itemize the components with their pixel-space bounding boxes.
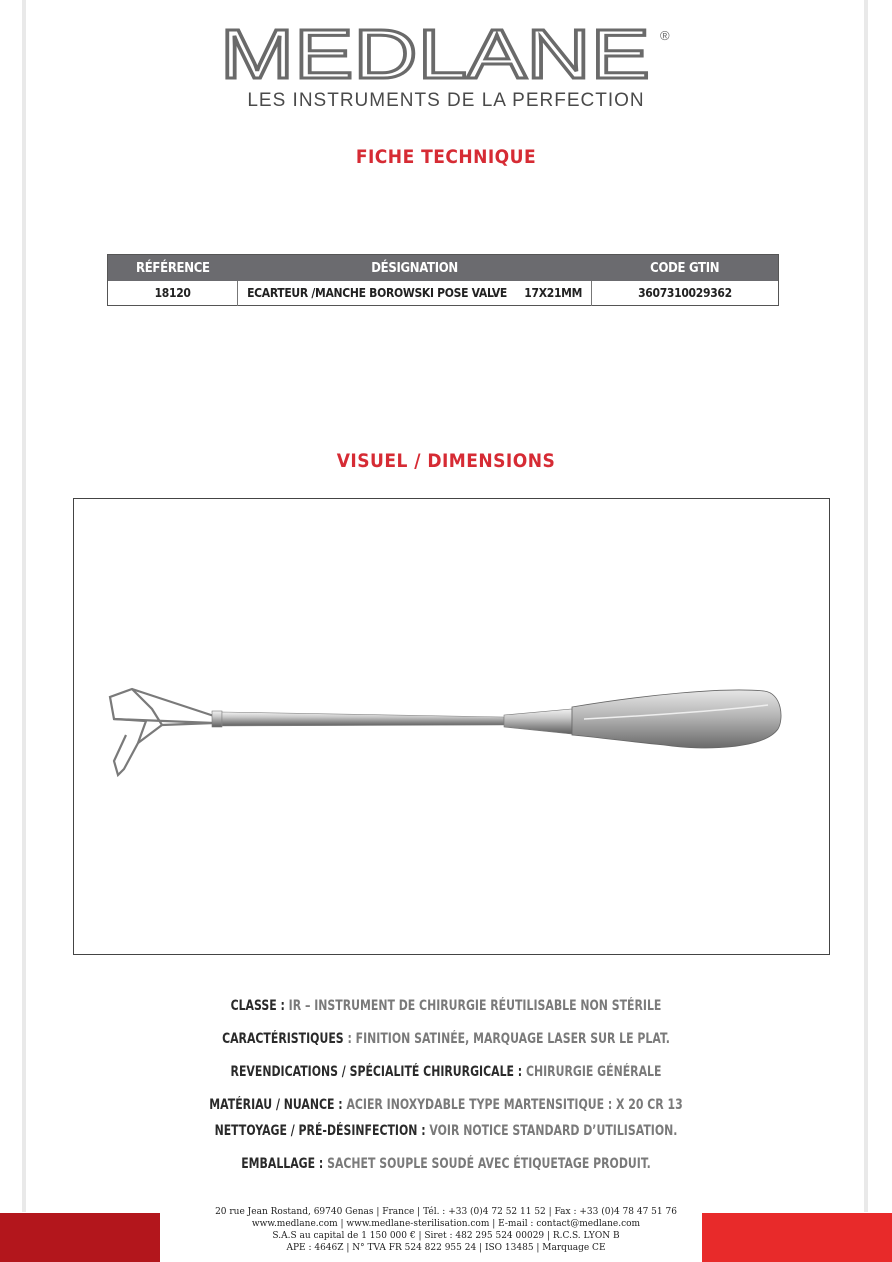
spec-packaging (98, 1156, 794, 1172)
designation-text: ECARTEUR /MANCHE BOROWSKI POSE VALVE (247, 286, 508, 300)
brand-tagline: LES INSTRUMENTS DE LA PERFECTION (247, 90, 645, 111)
footer-web: www.medlane.com | www.medlane-sterilisation.com | E-mail : contact@medlane.com (251, 1219, 641, 1229)
cell-gtin: 3607310029362 (638, 286, 732, 300)
spec-label: CLASSE : (230, 998, 285, 1014)
left-border-line (22, 0, 26, 1212)
spec-value: VOIR NOTICE STANDARD D’UTILISATION. (425, 1123, 678, 1139)
footer-contact (0, 1206, 892, 1254)
table-header-row (108, 255, 779, 282)
header-reference: RÉFÉRENCE (108, 255, 238, 282)
spec-characteristics (98, 1031, 794, 1047)
footer-address: 20 rue Jean Rostand, 69740 Genas | France | Tél. : +33 (0)4 72 52 11 52 | Fax : +33 (0)4 78 47 51 76 (215, 1207, 677, 1217)
sheet-title: FICHE TECHNIQUE (355, 146, 537, 168)
medlane-logo (220, 22, 680, 84)
spec-material (98, 1097, 794, 1113)
footer-registration: APE : 4646Z | N° TVA FR 524 822 955 24 | ISO 13485 | Marquage CE (286, 1243, 606, 1253)
spec-value: CHIRURGIE GÉNÉRALE (522, 1064, 662, 1080)
cell-reference: 18120 (108, 281, 238, 306)
spec-label: CARACTÉRISTIQUES (222, 1031, 344, 1047)
registered-mark: ® (660, 28, 670, 43)
right-border-line (864, 0, 868, 1212)
spec-cleaning (98, 1123, 794, 1139)
spec-value: SACHET SOUPLE SOUDÉ AVEC ÉTIQUETAGE PRODUIT. (323, 1156, 651, 1172)
footer-legal: S.A.S au capital de 1 150 000 € | Siret : 482 295 524 00029 | R.C.S. LYON B (272, 1231, 620, 1241)
cell-designation (238, 281, 592, 306)
table-row (108, 281, 779, 306)
spec-class (98, 998, 794, 1014)
spec-value: : FINITION SATINÉE, MARQUAGE LASER SUR LE PLAT. (343, 1031, 670, 1047)
spec-label: REVENDICATIONS / SPÉCIALITÉ CHIRURGICALE : (230, 1064, 523, 1080)
header-designation: DÉSIGNATION (238, 255, 592, 282)
designation-size: 17X21MM (524, 286, 583, 300)
spec-label: MATÉRIAU / NUANCE : (209, 1097, 343, 1113)
logo-wordmark: MEDLANE (220, 22, 650, 84)
retractor-instrument-icon (104, 679, 784, 789)
spec-specialty (98, 1064, 794, 1080)
header-gtin: CODE GTIN (591, 255, 778, 282)
spec-value: ACIER INOXYDABLE TYPE MARTENSITIQUE : X 20 CR 13 (342, 1097, 683, 1113)
spec-label: EMBALLAGE : (241, 1156, 324, 1172)
spec-value: IR – INSTRUMENT DE CHIRURGIE RÉUTILISABLE NON STÉRILE (284, 998, 662, 1014)
visual-title: VISUEL / DIMENSIONS (336, 450, 556, 472)
visual-frame (73, 498, 830, 955)
product-table (107, 254, 779, 306)
spec-label: NETTOYAGE / PRÉ-DÉSINFECTION : (214, 1123, 426, 1139)
